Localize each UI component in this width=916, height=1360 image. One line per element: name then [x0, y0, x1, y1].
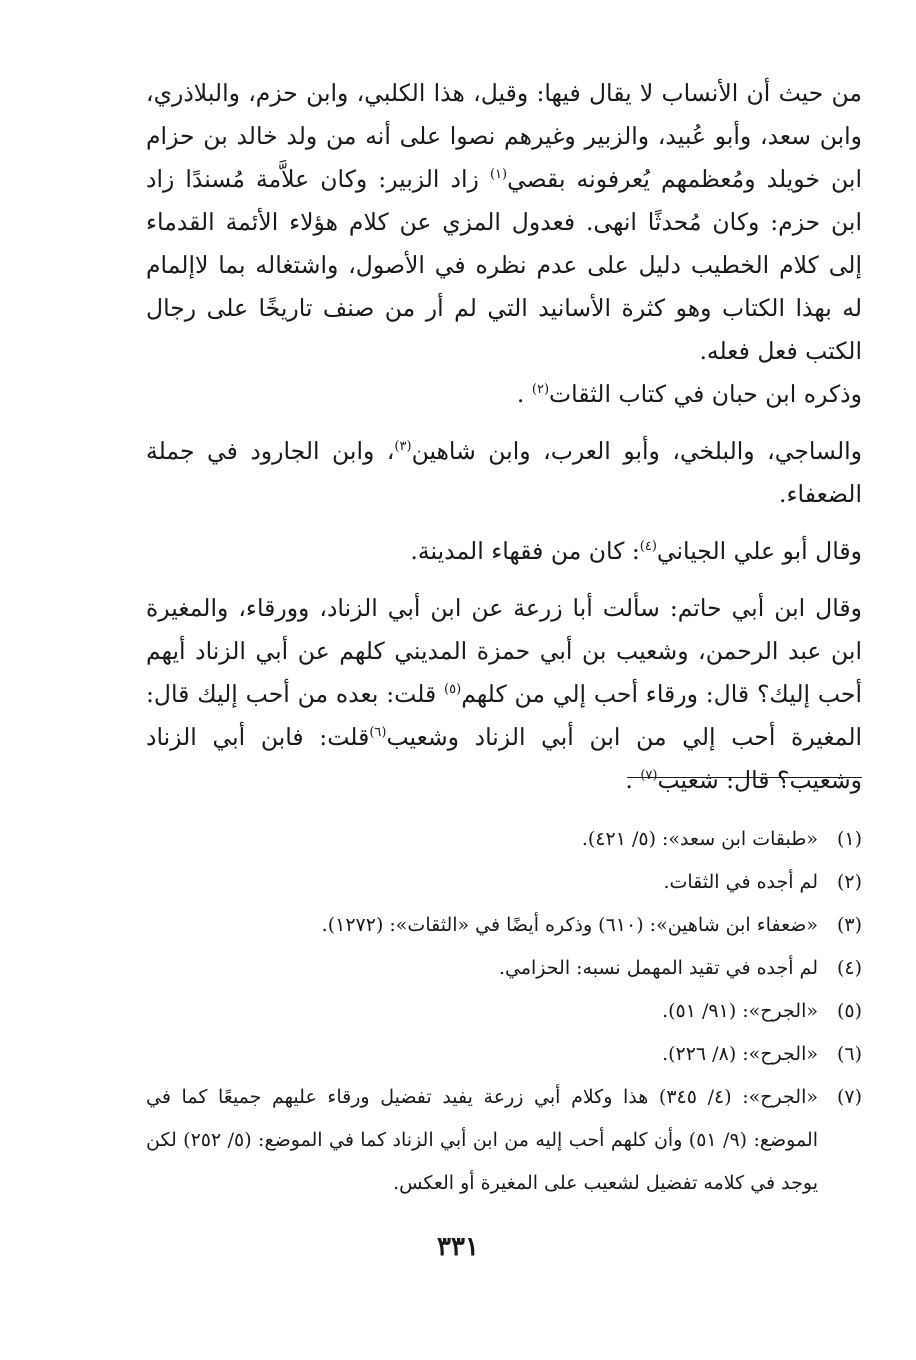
- footnote-ref-7[interactable]: (٧): [640, 768, 658, 784]
- paragraph-2: وذكره ابن حبان في كتاب الثقات$^{(٢)}$ .: [516, 380, 862, 408]
- main-text: [146, 72, 862, 802]
- footnote-number: (٢): [836, 871, 862, 893]
- footnote-text: «ضعفاء ابن شاهين»: (٦١٠) وذكره أيضًا في «الثقات»: (١٢٧٢).: [321, 914, 818, 936]
- footnote-text: «الجرح»: (٨/ ٢٢٦).: [662, 1043, 818, 1065]
- footnotes: [146, 818, 862, 1205]
- paragraph-1: من حيث أن الأنساب لا يقال فيها: وقيل، هذا الكلبي، وابن حزم، والبلاذري، وابن سعد، وأبو عُبيد، والزبير وغيرهم نصوا على أنه من ولد خالد بن حزام ابن خويلد ومُعظمهم يُعرفونه بقصي$^{(١)}$ زاد الزبير: وكان علاَّمة مُسندًا زاد ابن حزم: وكان مُحدثًا انهى. فعدول المزي عن كلام هؤلاء الأئمة القدماء إلى كلام الخطيب دليل على عدم نظره في الأصول، واشتغاله بما لاإلمام له بهذا الكتاب وهو كثرة الأسانيد التي لم أر من صنف تاريخًا على رجال الكتب فعل فعله.: [146, 79, 862, 365]
- footnote-number: (٤): [836, 957, 862, 979]
- paragraph-3: والساجي، والبلخي، وأبو العرب، وابن شاهين$^{(٣)}$، وابن الجارود في جملة الضعفاء.: [146, 437, 863, 508]
- footnote-6: [146, 1033, 862, 1076]
- footnote-number: (١): [836, 828, 862, 850]
- footnote-ref-6[interactable]: (٦): [369, 725, 387, 741]
- footnote-4: [146, 947, 862, 990]
- footnote-number: (٧): [836, 1086, 862, 1108]
- footnote-3: [146, 904, 862, 947]
- footnote-text: لم أجده في تقيد المهمل نسبه: الحزامي.: [498, 957, 818, 979]
- footnote-5: [146, 990, 862, 1033]
- footnote-ref-4[interactable]: (٤): [639, 539, 657, 555]
- paragraph-4: وقال أبو علي الجياني$^{(٤)}$: كان من فقهاء المدينة.: [410, 537, 862, 565]
- footnote-1: [146, 818, 862, 861]
- footnote-number: (٦): [836, 1043, 862, 1065]
- footnote-number: (٣): [836, 914, 862, 936]
- footnote-2: [146, 861, 862, 904]
- footnote-ref-5[interactable]: (٥): [444, 682, 462, 698]
- footnote-number: (٥): [836, 1000, 862, 1022]
- footnote-ref-2[interactable]: (٢): [531, 382, 550, 398]
- page-number: ٣٣١: [437, 1232, 479, 1262]
- footnote-text: «الجرح»: (٤/ ٣٤٥) هذا وكلام أبي زرعة يفيد تفضيل ورقاء عليهم جميعًا كما في الموضع: (٩/ ٥١) وأن كلهم أحب إليه من ابن أبي الزناد كما في الموضع: (٥/ ٢٥٢) لكن يوجد في كلامه تفضيل لشعيب على المغيرة أو العكس.: [146, 1086, 818, 1194]
- paragraph-5: وقال ابن أبي حاتم: سألت أبا زرعة عن ابن أبي الزناد، وورقاء، والمغيرة ابن عبد الرحمن، وشعيب بن أبي حمزة المديني كلهم عن أبي الزناد أيهم أحب إليك؟ قال: ورقاء أحب إلي من كلهم$^{(٥)}$ قلت: بعده من أحب إليك قال: المغيرة أحب إلي من ابن أبي الزناد وشعيب$^{(٦)}$قلت: فابن أبي الزناد وشعيب؟ قال: شعيب$^{(٧)}$ .: [146, 594, 863, 794]
- footnote-text: لم أجده في الثقات.: [663, 871, 818, 893]
- footnote-text: «الجرح»: (٩١/ ٥١).: [662, 1000, 818, 1022]
- footnote-7: [146, 1076, 862, 1205]
- footnote-divider: [627, 777, 862, 778]
- footnote-text: «طبقات ابن سعد»: (٥/ ٤٢١).: [581, 828, 818, 850]
- footnote-ref-3[interactable]: (٣): [394, 439, 412, 455]
- footnote-ref-1[interactable]: (١): [489, 167, 508, 183]
